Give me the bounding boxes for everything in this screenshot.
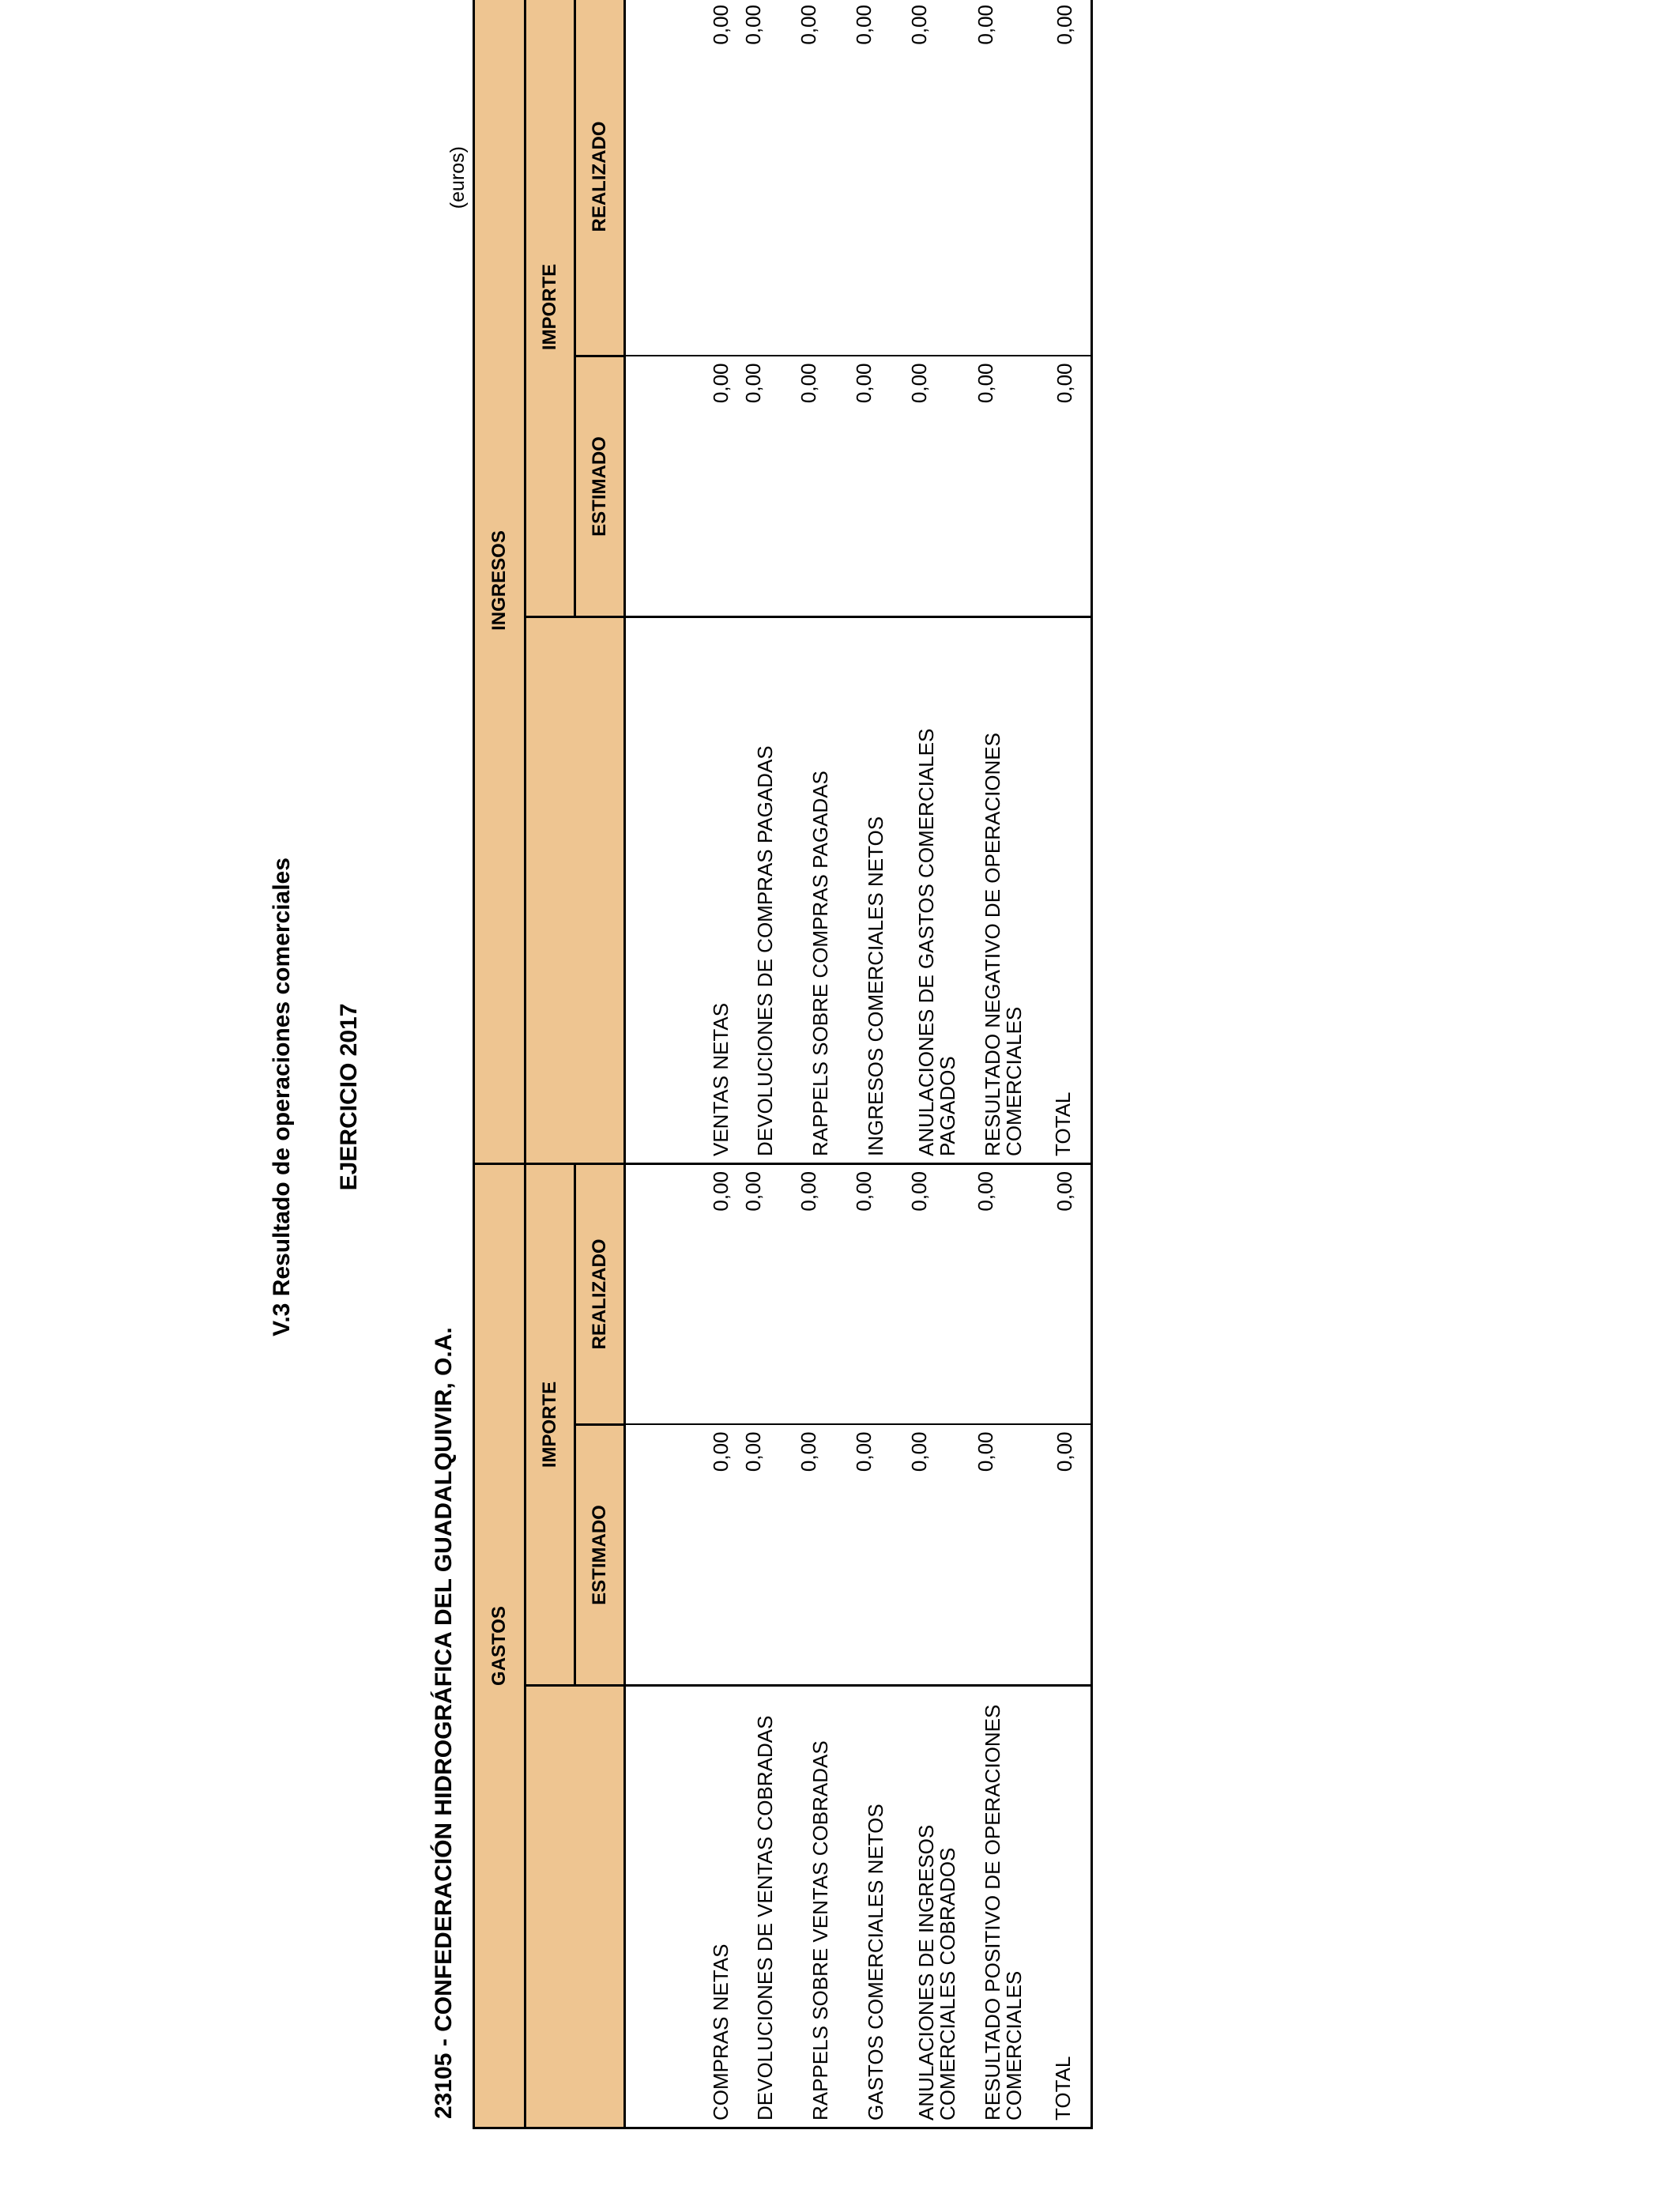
gasto-estimado: 0,00	[904, 1425, 970, 1686]
table-row	[738, 0, 793, 2128]
ingresos-realizado-header: REALIZADO	[575, 0, 625, 356]
ingreso-concept: RAPPELS SOBRE COMPRAS PAGADAS	[793, 617, 849, 1164]
gasto-concept: TOTAL	[1037, 1686, 1092, 2128]
ingreso-concept: ANULACIONES DE GASTOS COMERCIALES PAGADOS	[904, 617, 970, 1164]
ingresos-header: INGRESOS	[474, 0, 525, 1164]
gasto-realizado: 0,00	[625, 1164, 739, 1425]
gasto-estimado: 0,00	[793, 1425, 849, 1686]
gasto-realizado: 0,00	[738, 1164, 793, 1425]
ingreso-estimado: 0,00	[793, 356, 849, 617]
gasto-concept: RAPPELS SOBRE VENTAS COBRADAS	[793, 1686, 849, 2128]
ingreso-realizado: 0,00	[738, 0, 793, 356]
exercise-year: EJERCICIO 2017	[336, 1003, 362, 1191]
table-row	[970, 0, 1037, 2128]
ingreso-concept: TOTAL	[1037, 617, 1092, 1164]
gasto-estimado: 0,00	[849, 1425, 904, 1686]
gasto-realizado: 0,00	[1037, 1164, 1092, 1425]
ingreso-realizado: 0,00	[849, 0, 904, 356]
gasto-concept: RESULTADO POSITIVO DE OPERACIONES COMERCIALES	[970, 1686, 1037, 2128]
gasto-concept: GASTOS COMERCIALES NETOS	[849, 1686, 904, 2128]
report-title: V.3 Resultado de operaciones comerciales	[269, 858, 295, 1336]
gasto-concept: COMPRAS NETAS	[625, 1686, 739, 2128]
ingresos-importe-header: IMPORTE	[525, 0, 575, 617]
entity-name: 23105 - CONFEDERACIÓN HIDROGRÁFICA DEL GUADALQUIVIR, O.A.	[431, 1327, 457, 2119]
gastos-importe-header: IMPORTE	[525, 1164, 575, 1686]
units-label: (euros)	[446, 146, 469, 209]
ingreso-realizado: 0,00	[970, 0, 1037, 356]
ingreso-concept: VENTAS NETAS	[625, 617, 739, 1164]
ingreso-concept: RESULTADO NEGATIVO DE OPERACIONES COMERCIALES	[970, 617, 1037, 1164]
results-table	[473, 0, 1093, 2129]
ingreso-concept: INGRESOS COMERCIALES NETOS	[849, 617, 904, 1164]
ingreso-estimado: 0,00	[625, 356, 739, 617]
table-row	[904, 0, 970, 2128]
ingreso-estimado: 0,00	[904, 356, 970, 617]
gasto-estimado: 0,00	[738, 1425, 793, 1686]
gastos-header: GASTOS	[474, 1164, 525, 2128]
ingreso-estimado: 0,00	[1037, 356, 1092, 617]
table-row	[625, 0, 739, 2128]
gasto-realizado: 0,00	[849, 1164, 904, 1425]
ingreso-estimado: 0,00	[970, 356, 1037, 617]
gastos-concept-header	[525, 1686, 625, 2128]
table-row-total	[1037, 0, 1092, 2128]
ingreso-realizado: 0,00	[904, 0, 970, 356]
ingreso-estimado: 0,00	[849, 356, 904, 617]
table-row	[793, 0, 849, 2128]
gasto-estimado: 0,00	[625, 1425, 739, 1686]
ingreso-realizado: 0,00	[793, 0, 849, 356]
gasto-concept: ANULACIONES DE INGRESOS COMERCIALES COBRADOS	[904, 1686, 970, 2128]
ingreso-realizado: 0,00	[625, 0, 739, 356]
ingresos-concept-header	[525, 617, 625, 1164]
gastos-estimado-header: ESTIMADO	[575, 1425, 625, 1686]
ingreso-concept: DEVOLUCIONES DE COMPRAS PAGADAS	[738, 617, 793, 1164]
gasto-concept: DEVOLUCIONES DE VENTAS COBRADAS	[738, 1686, 793, 2128]
ingresos-estimado-header: ESTIMADO	[575, 356, 625, 617]
table-row	[849, 0, 904, 2128]
gasto-estimado: 0,00	[1037, 1425, 1092, 1686]
gasto-realizado: 0,00	[904, 1164, 970, 1425]
gasto-estimado: 0,00	[970, 1425, 1037, 1686]
ingreso-estimado: 0,00	[738, 356, 793, 617]
gasto-realizado: 0,00	[793, 1164, 849, 1425]
ingreso-realizado: 0,00	[1037, 0, 1092, 356]
gastos-realizado-header: REALIZADO	[575, 1164, 625, 1425]
gasto-realizado: 0,00	[970, 1164, 1037, 1425]
